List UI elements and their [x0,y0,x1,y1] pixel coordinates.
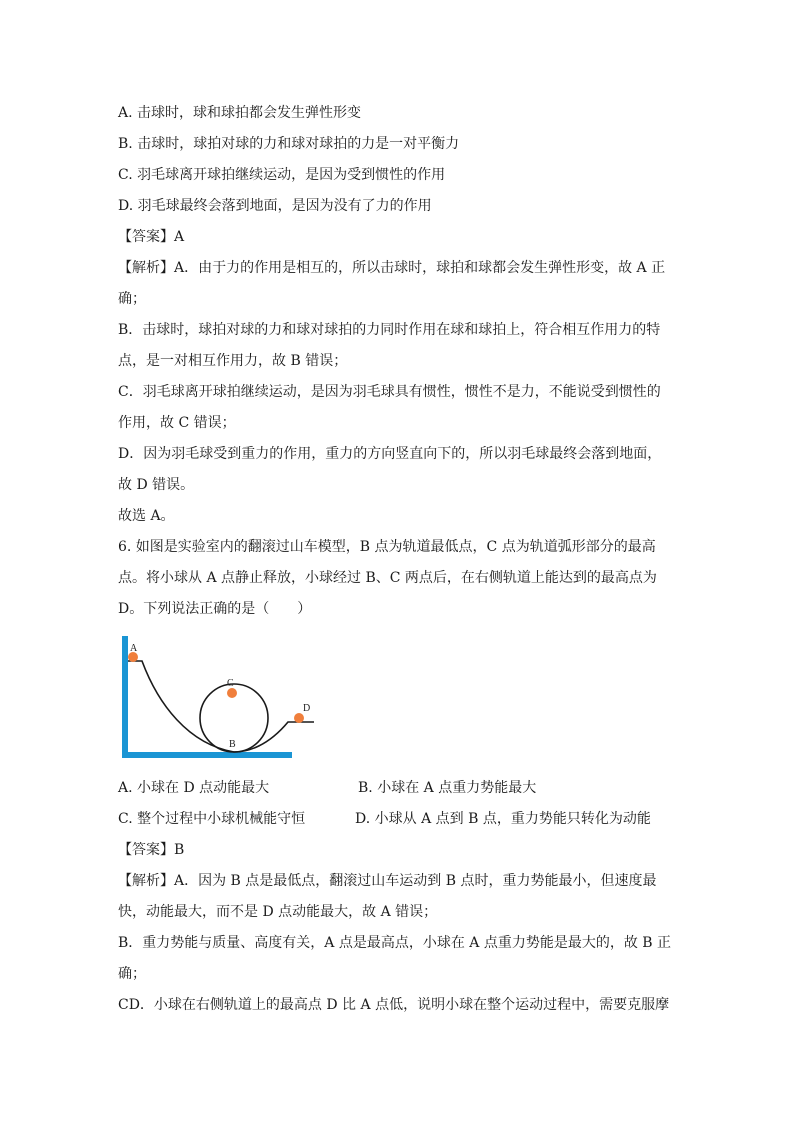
ball-c [227,688,237,698]
q5-answer [118,227,184,247]
q6-analysis-line [118,871,657,891]
q5-analysis-line: C．羽毛球离开球拍继续运动，是因为羽毛球具有惯性，惯性不是力，不能说受到惯性的 [118,384,661,400]
q6-option-a: A. 小球在 D 点动能最大 [118,780,270,796]
q6-option-d: D. 小球从 A 点到 B 点，重力势能只转化为动能 [355,811,651,827]
q5-analysis-line: D．因为羽毛球受到重力的作用，重力的方向竖直向下的，所以羽毛球最终会落到地面， [118,446,662,462]
label-a: A [130,643,138,654]
q5-option-d: D. 羽毛球最终会落到地面，是因为没有了力的作用 [118,198,432,214]
roller-coaster-figure [118,634,318,762]
q5-option-b: B. 击球时，球拍对球的力和球对球拍的力是一对平衡力 [118,136,460,152]
q5-analysis-line: 作用，故 C 错误； [118,415,236,431]
q5-analysis-line: 点，是一对相互作用力，故 B 错误； [118,353,348,369]
q6-analysis-line: B．重力势能与质量、高度有关，A 点是最高点，小球在 A 点重力势能是最大的，故 B 正 [118,935,672,951]
q5-analysis-line: 确； [118,291,146,307]
track-curve [128,661,314,752]
answer-tag: 【答案】 [118,229,174,245]
answer-tag: 【答案】 [118,842,174,858]
analysis-text: A．由于力的作用是相互的，所以击球时，球拍和球都会发生弹性形变，故 A 正 [174,260,666,276]
q5-analysis-line: B．击球时，球拍对球的力和球对球拍的力同时作用在球和球拍上，符合相互作用力的特 [118,322,661,338]
analysis-text: A．因为 B 点是最低点，翻滚过山车运动到 B 点时，重力势能最小，但速度最 [174,873,657,889]
answer-value: A [174,229,185,245]
ball-d [294,713,304,723]
analysis-tag: 【解析】 [118,260,174,276]
q6-option-c: C. 整个过程中小球机械能守恒 [118,811,306,827]
q5-analysis-line [118,258,665,278]
track-floor [122,752,292,758]
label-c: C [227,678,234,689]
q6-stem-line: D。下列说法正确的是（ ） [118,601,312,617]
q6-analysis-line: CD．小球在右侧轨道上的最高点 D 比 A 点低，说明小球在整个运动过程中，需要克服摩 [118,997,670,1013]
label-d: D [303,703,311,714]
q5-option-a: A. 击球时，球和球拍都会发生弹性形变 [118,105,362,121]
q6-stem-line: 点。将小球从 A 点静止释放，小球经过 B、C 两点后，在右侧轨道上能达到的最高点为 [118,570,657,586]
q5-analysis-line: 故选 A。 [118,508,175,524]
q6-answer [118,840,184,860]
q6-analysis-line: 确； [118,966,146,982]
q6-analysis-line: 快，动能最大，而不是 D 点动能最大，故 A 错误； [118,904,438,920]
label-b: B [229,739,236,750]
q5-option-c: C. 羽毛球离开球拍继续运动，是因为受到惯性的作用 [118,167,446,183]
answer-value: B [174,842,185,858]
track-wall [122,636,128,758]
q6-stem-line: 6. 如图是实验室内的翻滚过山车模型，B 点为轨道最低点，C 点为轨道弧形部分的最高 [118,539,656,555]
analysis-tag: 【解析】 [118,873,174,889]
q6-option-b: B. 小球在 A 点重力势能最大 [358,780,537,796]
q5-analysis-line: 故 D 错误。 [118,477,195,493]
